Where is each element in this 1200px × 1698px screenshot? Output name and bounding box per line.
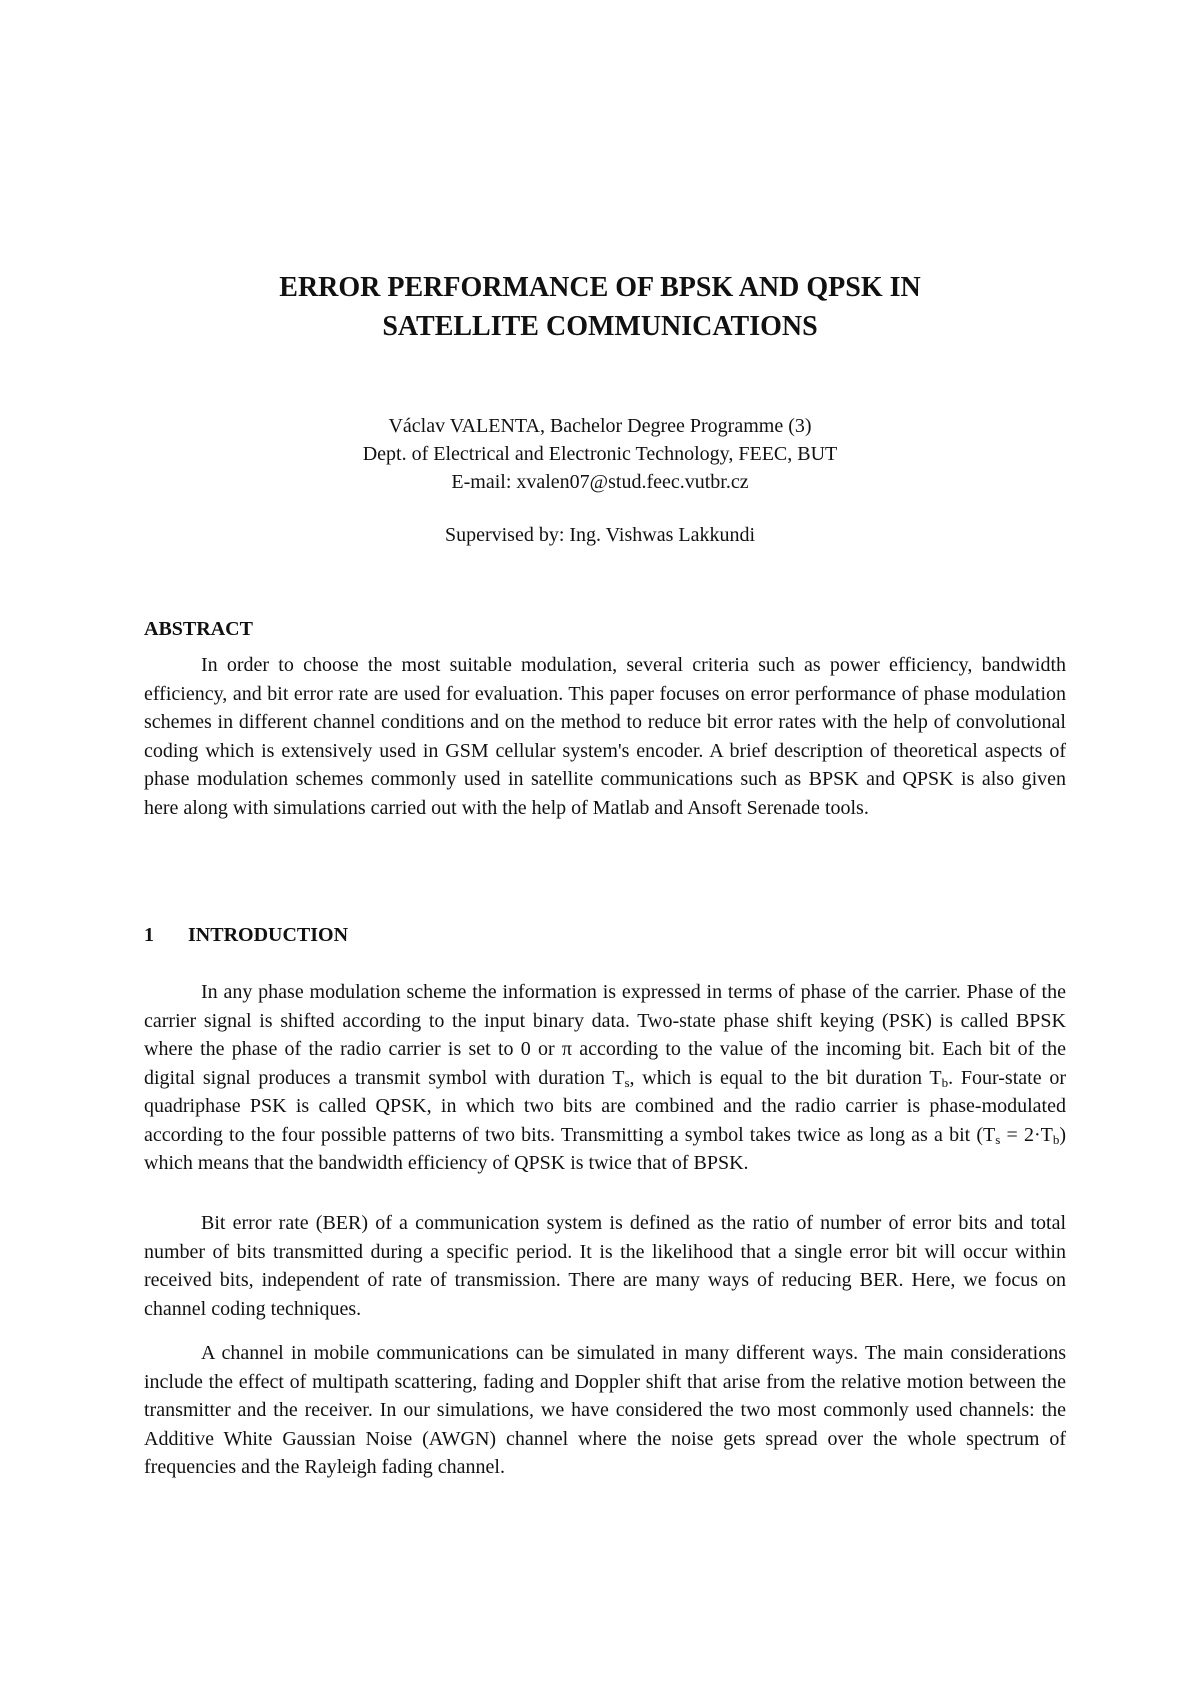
abstract-heading-text: ABSTRACT: [144, 618, 253, 640]
introduction-heading: [144, 921, 348, 949]
abstract-heading: [144, 615, 253, 643]
bit-duration-subscript: b: [941, 1074, 949, 1090]
intro-p1-text-e: ) which means that the bandwidth efficiency of QPSK is twice that of BPSK.: [144, 1123, 1067, 1174]
intro-p1-text-a: In any phase modulation scheme the information is expressed in terms of phase of the carrier. Phase of the carrier signal is shifted according to the input binary data. Two-state phase shift keying (PSK) is called BPSK where the phase of the radio carrier is set to 0 or π according to the value of the incoming bit. Each bit of the digital signal produces a transmit symbol with duration T: [144, 981, 1066, 1089]
intro-paragraph-1: [144, 978, 1066, 1178]
intro-p1-text-c: . Four-state or quadriphase PSK is called QPSK, in which two bits are combined and the radio carrier is phase-modulated according to the four possible patterns of two bits. Transmitting a symbol takes twice as long as a bit (T: [144, 1066, 1066, 1146]
bit-duration-subscript-2: b: [1052, 1131, 1060, 1147]
abstract-paragraph: In order to choose the most suitable modulation, several criteria such as power efficiency, bandwidth efficiency, and bit error rate are used for evaluation. This paper focuses on error performance of phase modulation schemes in different channel conditions and on the method to reduce bit error rates with the help of convolutional coding which is extensively used in GSM cellular system's encoder. A brief description of theoretical aspects of phase modulation schemes commonly used in satellite communications such as BPSK and QPSK is also given here along with simulations carried out with the help of Matlab and Ansoft Serenade tools.: [144, 654, 1066, 819]
section-number: 1: [144, 924, 154, 946]
intro-paragraph-2: Bit error rate (BER) of a communication system is defined as the ratio of number of error bits and total number of bits transmitted during a specific period. It is the likelihood that a single error bit will occur within received bits, independent of rate of transmission. There are many ways of reducing BER. Here, we focus on channel coding techniques.: [144, 1212, 1066, 1320]
title-line-1: ERROR PERFORMANCE OF BPSK AND QPSK IN: [279, 272, 921, 303]
section-title: INTRODUCTION: [188, 924, 349, 946]
symbol-duration-subscript: s: [624, 1074, 630, 1090]
intro-paragraph-3: A channel in mobile communications can be simulated in many different ways. The main considerations include the effect of multipath scattering, fading and Doppler shift that arise from the relative motion between the transmitter and the receiver. In our simulations, we have considered the two most commonly used channels: the Additive White Gaussian Noise (AWGN) channel where the noise gets spread over the whole spectrum of frequencies and the Rayleigh fading channel.: [144, 1342, 1066, 1478]
email-line: E-mail: xvalen07@stud.feec.vutbr.cz: [451, 471, 749, 493]
affiliation-line: Dept. of Electrical and Electronic Technology, FEEC, BUT: [362, 443, 838, 465]
intro-p1-text-d: = 2·T: [1000, 1123, 1053, 1146]
paper-title: [140, 268, 1060, 346]
intro-p1-text-b: , which is equal to the bit duration T: [629, 1066, 942, 1089]
author-line: Václav VALENTA, Bachelor Degree Programme (3): [388, 415, 812, 437]
title-line-2: SATELLITE COMMUNICATIONS: [382, 311, 818, 342]
supervisor-line: Supervised by: Ing. Vishwas Lakkundi: [444, 524, 756, 546]
author-block: [140, 412, 1060, 496]
symbol-duration-subscript-2: s: [995, 1131, 1001, 1147]
